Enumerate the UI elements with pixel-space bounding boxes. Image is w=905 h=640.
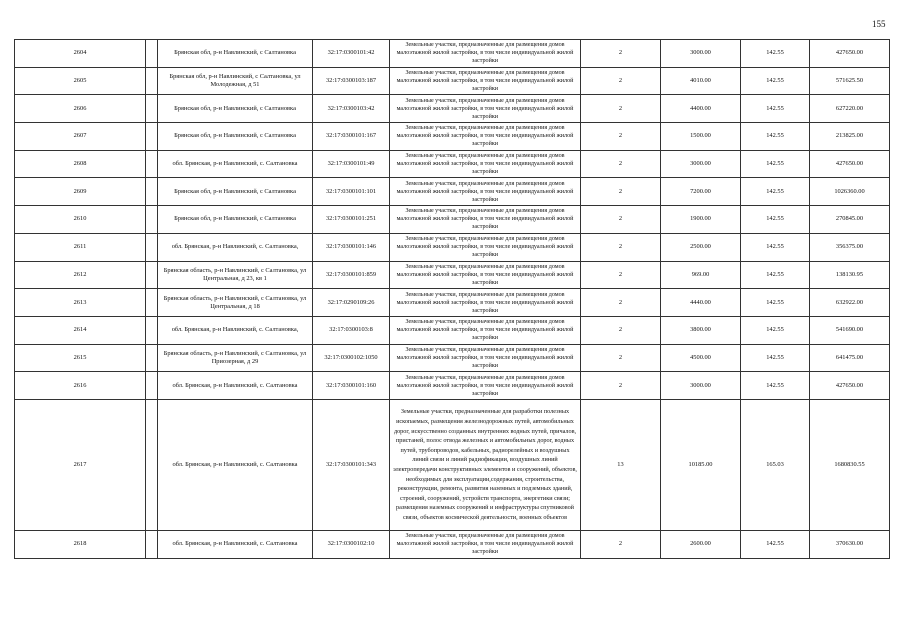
row-number-cell: 2611 [15, 233, 146, 261]
group-cell: 2 [581, 123, 661, 151]
spacer-cell [146, 150, 158, 178]
group-cell: 2 [581, 233, 661, 261]
row-number-cell: 2613 [15, 289, 146, 317]
cadastral-value-cell: 138130.95 [810, 261, 890, 289]
cadastral-number-cell: 32:17:0300103:187 [313, 67, 390, 95]
address-cell: Брянская область, р-н Навлинский, с Салтановка, ул Приозерная, д 29 [158, 344, 313, 372]
group-cell: 13 [581, 399, 661, 530]
spacer-cell [146, 178, 158, 206]
row-number-cell: 2606 [15, 95, 146, 123]
specific-value-cell: 142.55 [741, 372, 810, 400]
address-cell: обл. Брянская, р-н Навлинский, с. Салтановка, [158, 233, 313, 261]
cadastral-value-cell: 356375.00 [810, 233, 890, 261]
area-cell: 7200.00 [661, 178, 741, 206]
group-cell: 2 [581, 372, 661, 400]
area-cell: 4440.00 [661, 289, 741, 317]
land-use-description-cell: Земельные участки, предназначенные для размещения домов малоэтажной жилой застройки, в том числе индивидуальной жилой застройки [390, 150, 581, 178]
land-use-description-cell: Земельные участки, предназначенные для размещения домов малоэтажной жилой застройки, в том числе индивидуальной жилой застройки [390, 233, 581, 261]
row-number-cell: 2610 [15, 206, 146, 234]
row-number-cell: 2608 [15, 150, 146, 178]
group-cell: 2 [581, 40, 661, 68]
specific-value-cell: 142.55 [741, 289, 810, 317]
cadastral-number-cell: 32:17:0300103:42 [313, 95, 390, 123]
land-use-description-cell: Земельные участки, предназначенные для размещения домов малоэтажной жилой застройки, в том числе индивидуальной жилой застройки [390, 95, 581, 123]
cadastral-number-cell: 32:17:0300101:251 [313, 206, 390, 234]
address-cell: Брянская обл, р-н Навлинский, с Салтановка [158, 123, 313, 151]
land-use-description-cell: Земельные участки, предназначенные для размещения домов малоэтажной жилой застройки, в том числе индивидуальной жилой застройки [390, 178, 581, 206]
cadastral-value-cell: 427650.00 [810, 40, 890, 68]
area-cell: 3800.00 [661, 316, 741, 344]
specific-value-cell: 142.55 [741, 67, 810, 95]
table-row [15, 67, 890, 95]
specific-value-cell: 142.55 [741, 344, 810, 372]
cadastral-value-cell: 627220.00 [810, 95, 890, 123]
area-cell: 3000.00 [661, 40, 741, 68]
group-cell: 2 [581, 178, 661, 206]
specific-value-cell: 142.55 [741, 95, 810, 123]
area-cell: 4500.00 [661, 344, 741, 372]
row-number-cell: 2605 [15, 67, 146, 95]
address-cell: обл. Брянская, р-н Навлинский, с. Салтановка [158, 530, 313, 558]
address-cell: Брянская область, р-н Навлинский, с Салтановка, ул Центральная, д 18 [158, 289, 313, 317]
address-cell: обл. Брянская, р-н Навлинский, с. Салтановка [158, 150, 313, 178]
land-use-description-cell: Земельные участки, предназначенные для размещения домов малоэтажной жилой застройки, в том числе индивидуальной жилой застройки [390, 123, 581, 151]
address-cell: Брянская обл, р-н Навлинский, с Салтановка [158, 95, 313, 123]
address-cell: Брянская область, р-н Навлинский, с Салтановка, ул Центральная, д 23, кв 1 [158, 261, 313, 289]
address-cell: Брянская обл, р-н Навлинский, с Салтановка, ул Молодежная, д 51 [158, 67, 313, 95]
spacer-cell [146, 40, 158, 68]
specific-value-cell: 142.55 [741, 40, 810, 68]
address-cell: обл. Брянская, р-н Навлинский, с. Салтановка, [158, 316, 313, 344]
cadastral-number-cell: 32:17:0300101:160 [313, 372, 390, 400]
land-use-description-cell: Земельные участки, предназначенные для размещения домов малоэтажной жилой застройки, в том числе индивидуальной жилой застройки [390, 40, 581, 68]
spacer-cell [146, 530, 158, 558]
specific-value-cell: 142.55 [741, 233, 810, 261]
cadastral-value-cell: 213825.00 [810, 123, 890, 151]
land-registry-table [14, 39, 890, 559]
table-row [15, 206, 890, 234]
area-cell: 3000.00 [661, 150, 741, 178]
table-row [15, 289, 890, 317]
area-cell: 2600.00 [661, 530, 741, 558]
table-row [15, 123, 890, 151]
area-cell: 4400.00 [661, 95, 741, 123]
area-cell: 1900.00 [661, 206, 741, 234]
address-cell: Брянская обл, р-н Навлинский, с Салтановка [158, 40, 313, 68]
specific-value-cell: 142.55 [741, 316, 810, 344]
cadastral-value-cell: 641475.00 [810, 344, 890, 372]
specific-value-cell: 142.55 [741, 123, 810, 151]
specific-value-cell: 142.55 [741, 150, 810, 178]
land-use-description-cell: Земельные участки, предназначенные для размещения домов малоэтажной жилой застройки, в том числе индивидуальной жилой застройки [390, 67, 581, 95]
row-number-cell: 2616 [15, 372, 146, 400]
cadastral-value-cell: 571625.50 [810, 67, 890, 95]
group-cell: 2 [581, 67, 661, 95]
group-cell: 2 [581, 344, 661, 372]
cadastral-value-cell: 632922.00 [810, 289, 890, 317]
specific-value-cell: 142.55 [741, 206, 810, 234]
cadastral-number-cell: 32:17:0300101:343 [313, 399, 390, 530]
table-row [15, 178, 890, 206]
address-cell: Брянская обл, р-н Навлинский, с Салтановка [158, 178, 313, 206]
group-cell: 2 [581, 289, 661, 317]
specific-value-cell: 142.55 [741, 261, 810, 289]
page-number: 155 [872, 19, 886, 29]
address-cell: обл. Брянская, р-н Навлинский, с. Салтановка [158, 399, 313, 530]
land-use-description-cell: Земельные участки, предназначенные для размещения домов малоэтажной жилой застройки, в том числе индивидуальной жилой застройки [390, 261, 581, 289]
row-number-cell: 2612 [15, 261, 146, 289]
land-use-description-cell: Земельные участки, предназначенные для размещения домов малоэтажной жилой застройки, в том числе индивидуальной жилой застройки [390, 372, 581, 400]
row-number-cell: 2618 [15, 530, 146, 558]
table-row [15, 372, 890, 400]
land-use-description-cell: Земельные участки, предназначенные для разработки полезных ископаемых, размещения железнодорожных путей, автомобильных дорог, искусственно созданных внутренних водных путей, причалов, пристаней, полос отвода железных и автомобильных дорог, водных путей, трубопроводов, кабельных, радиорелейных и воздушных линий связи и линий радиофикации, воздушных линий электропередачи конструктивных элементов и сооружений, объектов, необходимых для эксплуатации,содержания, строительства, реконструкции, ремонта, развития наземных и подземных зданий, строений, сооружений, устройств транспорта, энергетики связи; размещения наземных сооружений и инфраструктуры спутниковой связи, объектов космической деятельности, военных объектов [390, 399, 581, 530]
group-cell: 2 [581, 150, 661, 178]
cadastral-number-cell: 32:17:0300103:8 [313, 316, 390, 344]
cadastral-value-cell: 1026360.00 [810, 178, 890, 206]
area-cell: 10185.00 [661, 399, 741, 530]
land-use-description-cell: Земельные участки, предназначенные для размещения домов малоэтажной жилой застройки, в том числе индивидуальной жилой застройки [390, 206, 581, 234]
cadastral-number-cell: 32:17:0300102:1050 [313, 344, 390, 372]
land-use-description-cell: Земельные участки, предназначенные для размещения домов малоэтажной жилой застройки, в том числе индивидуальной жилой застройки [390, 530, 581, 558]
address-cell: Брянская обл, р-н Навлинский, с Салтановка [158, 206, 313, 234]
cadastral-number-cell: 32:17:0300101:146 [313, 233, 390, 261]
row-number-cell: 2604 [15, 40, 146, 68]
group-cell: 2 [581, 95, 661, 123]
row-number-cell: 2617 [15, 399, 146, 530]
cadastral-value-cell: 427650.00 [810, 372, 890, 400]
group-cell: 2 [581, 316, 661, 344]
area-cell: 1500.00 [661, 123, 741, 151]
registry-body [15, 40, 890, 559]
cadastral-value-cell: 1680830.55 [810, 399, 890, 530]
cadastral-number-cell: 32:17:0300101:167 [313, 123, 390, 151]
spacer-cell [146, 233, 158, 261]
cadastral-value-cell: 370630.00 [810, 530, 890, 558]
land-use-description-cell: Земельные участки, предназначенные для размещения домов малоэтажной жилой застройки, в том числе индивидуальной жилой застройки [390, 316, 581, 344]
area-cell: 2500.00 [661, 233, 741, 261]
specific-value-cell: 165.03 [741, 399, 810, 530]
cadastral-value-cell: 270845.00 [810, 206, 890, 234]
area-cell: 4010.00 [661, 67, 741, 95]
table-row [15, 399, 890, 530]
spacer-cell [146, 372, 158, 400]
table-row [15, 316, 890, 344]
row-number-cell: 2615 [15, 344, 146, 372]
table-row [15, 150, 890, 178]
spacer-cell [146, 67, 158, 95]
table-row [15, 40, 890, 68]
cadastral-number-cell: 32:17:0300101:859 [313, 261, 390, 289]
spacer-cell [146, 344, 158, 372]
table-row [15, 344, 890, 372]
spacer-cell [146, 399, 158, 530]
cadastral-number-cell: 32:17:0300101:101 [313, 178, 390, 206]
spacer-cell [146, 289, 158, 317]
spacer-cell [146, 123, 158, 151]
cadastral-value-cell: 541690.00 [810, 316, 890, 344]
spacer-cell [146, 316, 158, 344]
cadastral-value-cell: 427650.00 [810, 150, 890, 178]
land-use-description-cell: Земельные участки, предназначенные для размещения домов малоэтажной жилой застройки, в том числе индивидуальной жилой застройки [390, 289, 581, 317]
table-row [15, 95, 890, 123]
spacer-cell [146, 206, 158, 234]
cadastral-number-cell: 32:17:0300101:49 [313, 150, 390, 178]
land-use-description-cell: Земельные участки, предназначенные для размещения домов малоэтажной жилой застройки, в том числе индивидуальной жилой застройки [390, 344, 581, 372]
row-number-cell: 2607 [15, 123, 146, 151]
row-number-cell: 2614 [15, 316, 146, 344]
spacer-cell [146, 95, 158, 123]
group-cell: 2 [581, 530, 661, 558]
row-number-cell: 2609 [15, 178, 146, 206]
table-row [15, 530, 890, 558]
address-cell: обл. Брянская, р-н Навлинский, с. Салтановка [158, 372, 313, 400]
spacer-cell [146, 261, 158, 289]
cadastral-number-cell: 32:17:0300102:10 [313, 530, 390, 558]
table-row [15, 261, 890, 289]
cadastral-number-cell: 32:17:0300101:42 [313, 40, 390, 68]
group-cell: 2 [581, 206, 661, 234]
specific-value-cell: 142.55 [741, 178, 810, 206]
cadastral-number-cell: 32:17:0290109:26 [313, 289, 390, 317]
area-cell: 3000.00 [661, 372, 741, 400]
table-row [15, 233, 890, 261]
group-cell: 2 [581, 261, 661, 289]
area-cell: 969.00 [661, 261, 741, 289]
specific-value-cell: 142.55 [741, 530, 810, 558]
